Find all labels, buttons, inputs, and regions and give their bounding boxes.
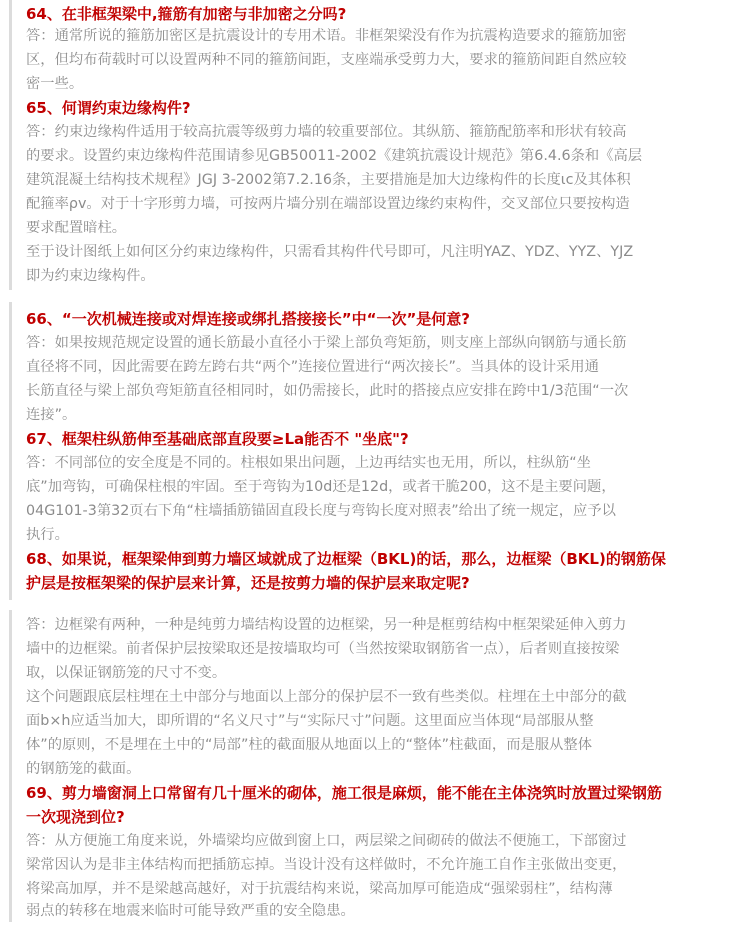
answer-67-line: 执行。	[26, 527, 69, 543]
answer-65-line: 答：约束边缘构件适用于较高抗震等级剪力墙的较重要部位。其纵筋、箍筋配筋率和形状有较高	[26, 124, 627, 140]
answer-65-line: 配箍率ρv。对于十字形剪力墙，可按两片墙分别在端部设置边缘约束构件，交叉部位只要按构造	[26, 196, 630, 212]
answer-67-line: 底”加弯钩，可确保柱根的牢固。至于弯钩为10d还是12d，或者干脆200，这不是主要问题，	[26, 479, 616, 495]
answer-64-line: 区，但均布荷载时可以设置两种不同的箍筋间距，支座端承受剪力大，要求的箍筋间距自然应较	[26, 52, 627, 68]
answer-66-line: 答：如果按规范规定设置的通长筋最小直径小于梁上部负弯矩筋，则支座上部纵向钢筋与通长筋	[26, 335, 627, 351]
qa-section-64-65	[9, 0, 745, 290]
answer-65-line: 建筑混凝土结构技术规程》JGJ 3-2002第7.2.16条，主要措施是加大边缘构件的长度ιc及其体积	[26, 172, 631, 188]
answer-65-line: 要求配置暗柱。	[26, 220, 127, 236]
answer-65-line: 即为约束边缘构件。	[26, 268, 155, 284]
qa-section-68-69	[9, 610, 745, 922]
answer-65-line: 的要求。设置约束边缘构件范围请参见GB50011-2002《建筑抗震设计规范》第6.4.6条和《高层	[26, 148, 643, 164]
answer-64-line: 密一些。	[26, 76, 84, 92]
answer-68-line: 取，以保证钢筋笼的尺寸不变。	[26, 665, 227, 681]
answer-64-line: 答：通常所说的箍筋加密区是抗震设计的专用术语。非框架梁没有作为抗震构造要求的箍筋加密	[26, 28, 627, 44]
question-68-heading: 68、如果说，框架梁伸到剪力墙区域就成了边框梁（BKL)的话，那么，边框梁（BKL)的钢筋保	[26, 550, 666, 568]
answer-68-line: 墙中的边框梁。前者保护层按梁取还是按墙取均可（当然按梁取钢筋省一点），后者则直接按梁	[26, 641, 620, 657]
answer-67-line: 04G101-3第32页右下角“柱墙插筋锚固直段长度与弯钩长度对照表”给出了统一规定，应予以	[26, 503, 616, 519]
answer-66-line: 直径将不同，因此需要在跨左跨右共“两个”连接位置进行“两次接长”。当具体的设计采用通	[26, 359, 599, 375]
answer-68-line: 答：边框梁有两种，一种是纯剪力墙结构设置的边框梁，另一种是框剪结构中框架梁延伸入剪力	[26, 617, 627, 633]
answer-68-line: 这个问题跟底层柱埋在土中部分与地面以上部分的保护层不一致有些类似。柱埋在土中部分的截	[26, 689, 627, 705]
qa-section-66-68	[9, 302, 745, 600]
answer-68-line: 面b×h应适当加大，即所谓的“名义尺寸”与“实际尺寸”问题。这里面应当体现“局部服从整	[26, 713, 594, 729]
answer-69-line: 梁常因认为是非主体结构而把插筋忘掉。当设计没有这样做时，不允许施工自作主张做出变更，	[26, 857, 627, 873]
answer-66-line: 连接”。	[26, 407, 77, 423]
question-64-heading: 64、在非框架梁中,箍筋有加密与非加密之分吗?	[26, 5, 347, 23]
question-69-heading: 一次现浇到位?	[26, 808, 125, 826]
answer-68-line: 的钢筋笼的截面。	[26, 761, 141, 777]
answer-69-line: 将梁高加厚，并不是梁越高越好，对于抗震结构来说，梁高加厚可能造成“强梁弱柱”，结构薄	[26, 881, 613, 897]
answer-65-line: 至于设计图纸上如何区分约束边缘构件，只需看其构件代号即可，凡注明YAZ、YDZ、YYZ、YJZ	[26, 244, 634, 260]
answer-66-line: 长筋直径与梁上部负弯矩筋直径相同时，如仍需接长，此时的搭接点应安排在跨中1/3范围“一次	[26, 383, 629, 399]
question-69-heading: 69、剪力墙窗洞上口常留有几十厘米的砌体，施工很是麻烦，能不能在主体浇筑时放置过梁钢筋	[26, 784, 662, 802]
answer-69-line: 答：从方便施工角度来说，外墙梁均应做到窗上口，两层梁之间砌砖的做法不便施工，下部窗过	[26, 833, 627, 849]
question-65-heading: 65、何谓约束边缘构件?	[26, 99, 191, 117]
answer-67-line: 答：不同部位的安全度是不同的。柱根如果出问题，上边再结实也无用，所以，柱纵筋“坐	[26, 455, 591, 471]
question-66-heading: 66、“一次机械连接或对焊连接或绑扎搭接接长”中“一次”是何意?	[26, 310, 471, 328]
question-68-heading: 护层是按框架梁的保护层来计算，还是按剪力墙的保护层来取定呢?	[26, 574, 470, 592]
answer-68-line: 体”的原则，不是埋在土中的“局部”柱的截面服从地面以上的“整体”柱截面，而是服从整体	[26, 737, 593, 753]
question-67-heading: 67、框架柱纵筋伸至基础底部直段要≥La能否不 "坐底"?	[26, 430, 409, 448]
answer-69-line: 弱点的转移在地震来临时可能导致严重的安全隐患。	[26, 903, 355, 919]
